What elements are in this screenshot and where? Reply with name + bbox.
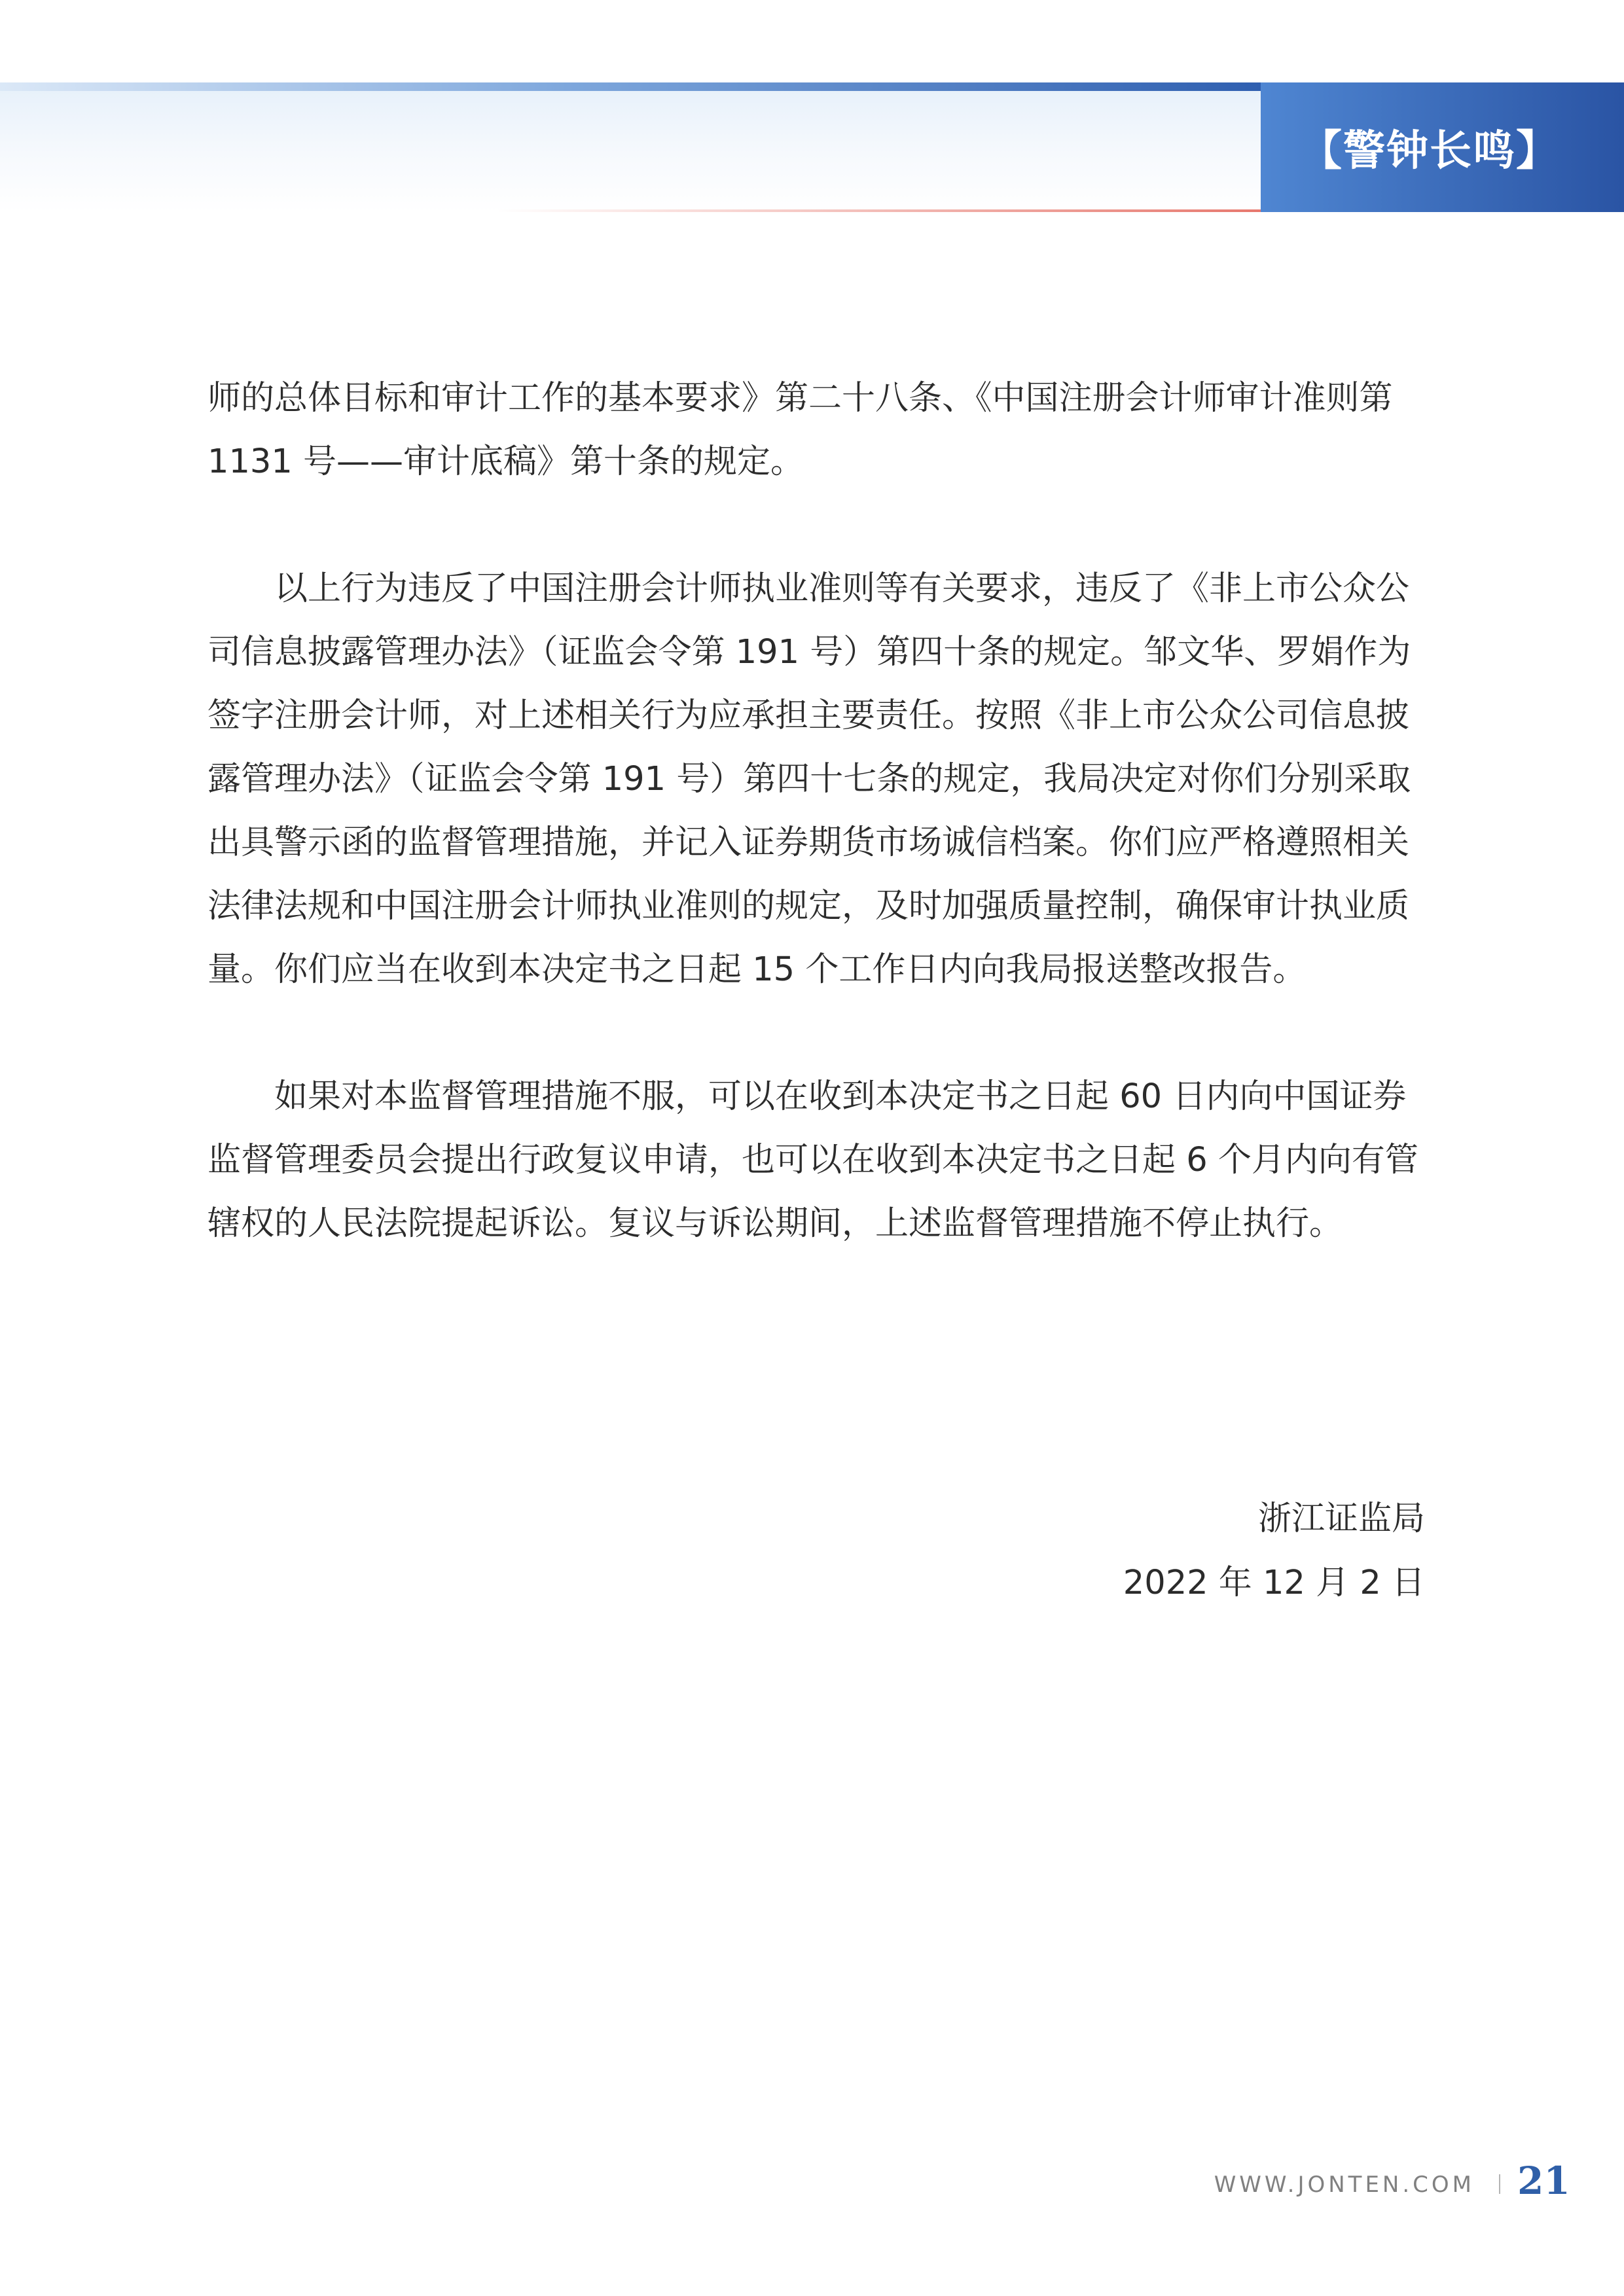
paragraph-2: 以上行为违反了中国注册会计师执业准则等有关要求，违反了《非上市公众公司信息披露管理办法》（证监会令第 191 号）第四十条的规定。邹文华、罗娟作为签字注册会计师，对上述相关行为应承担主要责任。按照《非上市公众公司信息披露管理办法》（证监会令第 191 号）第四十七条的规定，我局决定对你们分别采取出具警示函的监督管理措施，并记入证券期货市场诚信档案。你们应严格遵照相关法律法规和中国注册会计师执业准则的规定，及时加强质量控制，确保审计执业质量。你们应当在收到本决定书之日起 15 个工作日内向我局报送整改报告。 — [208, 569, 1411, 989]
signature-block — [1123, 1487, 1425, 1615]
paragraph-3: 如果对本监督管理措施不服，可以在收到本决定书之日起 60 日内向中国证券监督管理委员会提出行政复议申请，也可以在收到本决定书之日起 6 个月内向有管辖权的人民法院提起诉讼。复议与诉讼期间，上述监督管理措施不停止执行。 — [208, 1077, 1418, 1243]
issuer-name: 浙江证监局 — [1257, 1499, 1425, 1538]
issue-date: 2022 年 12 月 2 日 — [1123, 1564, 1425, 1602]
section-tag: 【警钟长鸣】 — [1261, 82, 1624, 212]
paragraph-1: 师的总体目标和审计工作的基本要求》第二十八条、《中国注册会计师审计准则第 1131 号——审计底稿》第十条的规定。 — [208, 379, 1393, 481]
header-band — [0, 82, 1261, 212]
body-text — [208, 367, 1432, 1255]
footer-separator — [1499, 2174, 1500, 2194]
header-red-rule — [497, 209, 1261, 212]
header-blue-rule — [0, 82, 1261, 91]
footer-website: WWW.JONTEN.COM — [1214, 2172, 1475, 2198]
page-number: 21 — [1517, 2159, 1570, 2203]
